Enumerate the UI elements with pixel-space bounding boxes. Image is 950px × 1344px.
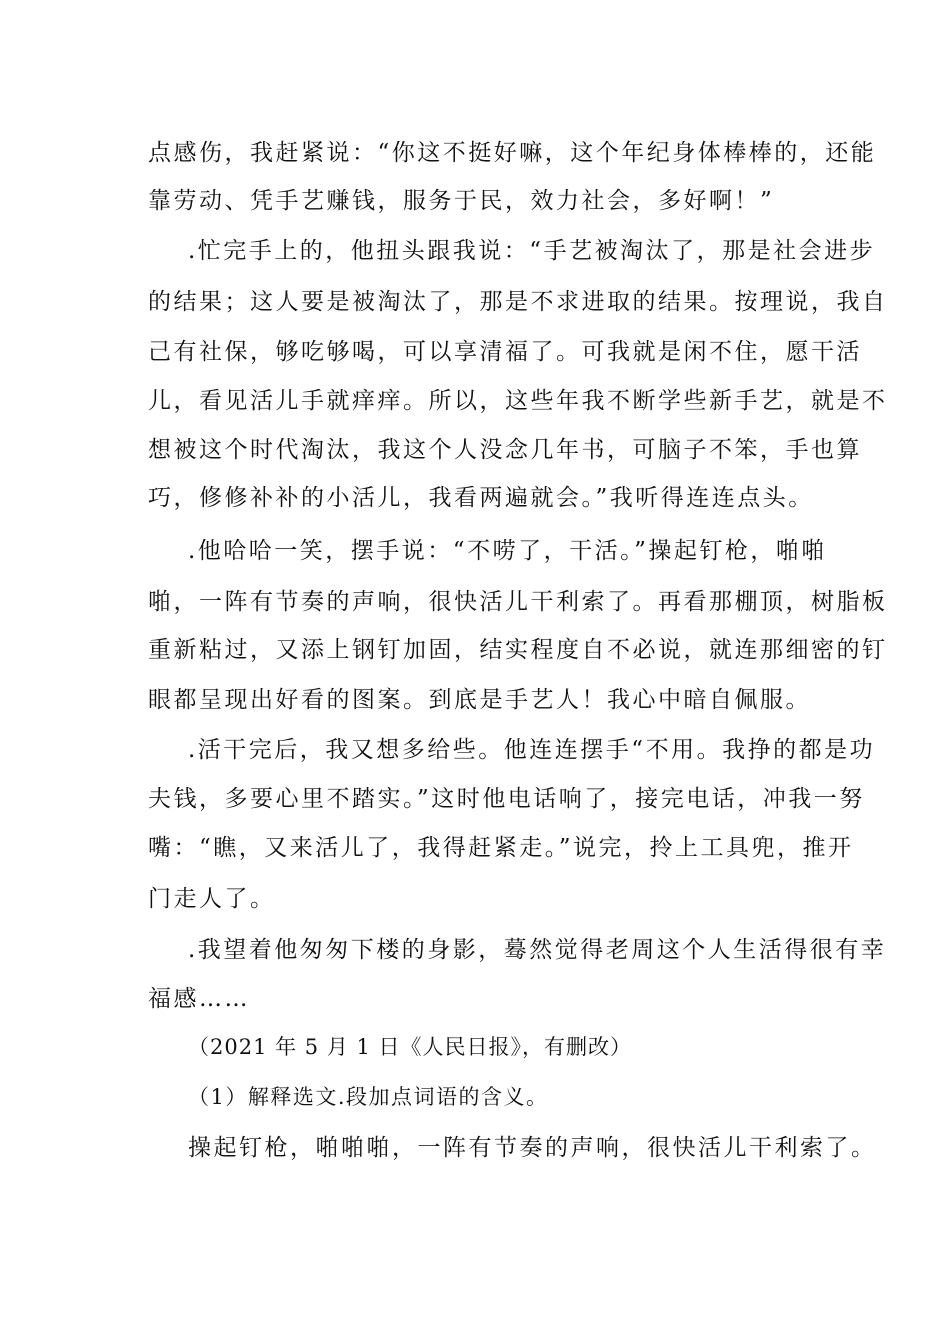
paragraph-line: 嘴：“瞧，又来活儿了，我得赶紧走。”说完，拎上工具兜，推开: [148, 835, 854, 861]
question-prompt: （1）解释选文.段加点词语的含义。: [188, 1085, 549, 1109]
paragraph-start: .活干完后，我又想多给些。他连连摆手“不用。我挣的都是功: [188, 737, 876, 763]
paragraph-line: 夫钱，多要心里不踏实。”这时他电话响了，接完电话，冲我一努: [148, 786, 865, 812]
paragraph-line: 啪，一阵有节奏的声响，很快活儿干利索了。再看那棚顶，树脂板: [148, 589, 888, 615]
paragraph-line: 巧，修修补补的小活儿，我看两遍就会。”我听得连连点头。: [148, 485, 814, 511]
paragraph-line: 门走人了。: [148, 886, 276, 912]
paragraph-line: 的结果；这人要是被淘汰了，那是不求进取的结果。按理说，我自: [148, 289, 888, 315]
paragraph-start: .忙完手上的，他扭头跟我说：“手艺被淘汰了，那是社会进步: [188, 238, 876, 264]
paragraph-line: 想被这个时代淘汰，我这个人没念几年书，可脑子不笨，手也算: [148, 437, 862, 463]
paragraph-line: 己有社保，够吃够喝，可以享清福了。可我就是闲不住，愿干活: [148, 339, 862, 365]
paragraph-line: 眼都呈现出好看的图案。到底是手艺人！我心中暗自佩服。: [148, 687, 811, 713]
paragraph-start: .我望着他匆匆下楼的身影，蓦然觉得老周这个人生活得很有幸: [188, 937, 887, 963]
paragraph-start: .他哈哈一笑，摆手说：“不唠了，干活。”操起钉枪，啪啪: [188, 538, 827, 564]
paragraph-line: 重新粘过，又添上钢钉加固，结实程度自不必说，就连那细密的钉: [148, 637, 888, 663]
paragraph-line: 靠劳动、凭手艺赚钱，服务于民，效力社会，多好啊！”: [148, 188, 775, 214]
paragraph-line: 点感伤，我赶紧说：“你这不挺好嘛，这个年纪身体棒棒的，还能: [148, 140, 877, 166]
paragraph-line: 儿，看见活儿手就痒痒。所以，这些年我不断学些新手艺，就是不: [148, 388, 888, 414]
paragraph-line: 福感……: [148, 986, 250, 1012]
source-citation: （2021 年 5 月 1 日《人民日报》，有删改）: [188, 1035, 633, 1059]
quoted-sentence: 操起钉枪，啪啪啪，一阵有节奏的声响，很快活儿干利索了。: [188, 1135, 877, 1161]
